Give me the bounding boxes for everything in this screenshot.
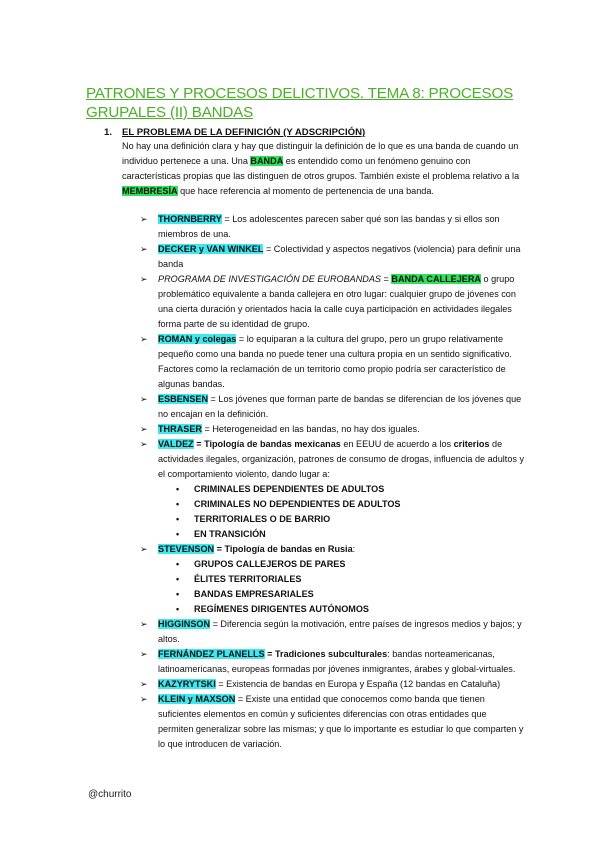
sub-list-item: • CRIMINALES NO DEPENDIENTES DE ADULTOS <box>176 497 524 512</box>
intro-text-3: que hace referencia al momento de pertenencia de una banda. <box>177 186 434 196</box>
dot-bullet-icon: • <box>176 499 180 509</box>
item-text: = Los jóvenes que forman parte de bandas se diferencian de los jóvenes que no encajan en la definición. <box>158 394 522 419</box>
author-name: FERNÁNDEZ PLANELLS <box>158 649 265 659</box>
stevenson-types <box>140 557 524 617</box>
list-item-fernandez <box>140 647 524 677</box>
sub-list-item: • EN TRANSICIÓN <box>176 527 524 542</box>
arrow-bullet-icon: ➢ <box>140 394 148 404</box>
arrow-bullet-icon: ➢ <box>140 214 148 224</box>
item-text: = lo equiparan a la cultura del grupo, pero un grupo relativamente pequeño como una banda no puede tener una cultura propia en un sentido significativo. Factores como la reclamación de un territorio como propio podría ser característico de algunas bandas. <box>158 334 512 389</box>
section-heading-text: EL PROBLEMA DE LA DEFINICIÓN (Y ADSCRIPCIÓN) <box>122 127 366 138</box>
sub-list-item: • CRIMINALES DEPENDIENTES DE ADULTOS <box>176 482 524 497</box>
list-item-decker <box>140 242 524 272</box>
item-bold: = Tipología de bandas mexicanas <box>193 439 341 449</box>
intro-text-1: No hay una definición clara y hay que distinguir la definición de lo que es una banda de cuando un individuo pertenece a una. Una <box>122 141 519 166</box>
list-item-stevenson <box>140 542 524 557</box>
item-text-2: de actividades ilegales, organización, patrones de consumo de drogas, influencia de adultos y el comportamiento violento, dando lugar a: <box>158 439 525 479</box>
sub-list-item: • BANDAS EMPRESARIALES <box>176 587 524 602</box>
arrow-bullet-icon: ➢ <box>140 649 148 659</box>
item-bold-criterios: criterios <box>453 439 490 449</box>
dot-bullet-icon: • <box>176 529 180 539</box>
list-item-higginson <box>140 617 524 647</box>
item-text: = Existe una entidad que conocemos como banda que tienen suficientes elementos en común y suficientes diferencias con otras entidades que permiten generalizar sobre las mismas; y que lo importante es estudiar lo que comparten y lo que introducen de variación. <box>158 694 524 749</box>
item-text: : bandas norteamericanas, latinoamericanas, europeas formadas por jóvenes inmigrantes, árabes y global-virtuales. <box>158 649 516 674</box>
program-name: PROGRAMA DE INVESTIGACIÓN DE EUROBANDAS <box>158 274 382 284</box>
item-bold: = Tipología de bandas en Rusia <box>214 544 353 554</box>
author-name: THRASER <box>158 424 202 434</box>
valdez-types <box>140 482 524 542</box>
section-heading <box>104 127 524 139</box>
item-text: : <box>352 544 356 554</box>
dot-bullet-icon: • <box>176 484 180 494</box>
sub-list-item: • TERRITORIALES O DE BARRIO <box>176 512 524 527</box>
author-name: THORNBERRY <box>158 214 222 224</box>
dot-bullet-icon: • <box>176 559 180 569</box>
author-name: VALDEZ <box>158 439 194 449</box>
section-number: 1. <box>104 127 113 138</box>
list-item-esbensen <box>140 392 524 422</box>
author-name: KAZYRYTSKI <box>158 679 216 689</box>
intro-text-2: es entendido como un fenómeno genuino con características propias que las distinguen de otros grupos. También existe el problema relativo a la <box>122 156 520 181</box>
arrow-bullet-icon: ➢ <box>140 244 148 254</box>
item-bold: = Tradiciones subculturales <box>264 649 388 659</box>
highlight-banda: BANDA <box>250 156 284 166</box>
sub-list-item: • ÉLITES TERRITORIALES <box>176 572 524 587</box>
arrow-bullet-icon: ➢ <box>140 679 148 689</box>
authors-list <box>140 212 524 752</box>
dot-bullet-icon: • <box>176 514 180 524</box>
list-item-eurobandas <box>140 272 524 332</box>
dot-bullet-icon: • <box>176 574 180 584</box>
document-title: PATRONES Y PROCESOS DELICTIVOS. TEMA 8: PROCESOS GRUPALES (II) BANDAS <box>86 85 514 121</box>
intro-paragraph <box>122 139 520 199</box>
list-item-roman <box>140 332 524 392</box>
dot-bullet-icon: • <box>176 604 180 614</box>
author-name: ROMAN y colegas <box>158 334 237 344</box>
arrow-bullet-icon: ➢ <box>140 694 148 704</box>
item-text: en EEUU de acuerdo a los <box>340 439 454 449</box>
arrow-bullet-icon: ➢ <box>140 544 148 554</box>
item-text: = Los adolescentes parecen saber qué son las bandas y si ellos son miembros de una. <box>158 214 500 239</box>
highlight-membresia: MEMBRESÍA <box>122 186 178 196</box>
highlight-banda-callejera: BANDA CALLEJERA <box>391 274 481 284</box>
arrow-bullet-icon: ➢ <box>140 424 148 434</box>
list-item-kazyrytski <box>140 677 524 692</box>
item-text: = Colectividad y aspectos negativos (violencia) para definir una banda <box>158 244 521 269</box>
list-item-thraser <box>140 422 524 437</box>
arrow-bullet-icon: ➢ <box>140 274 148 284</box>
author-name: DECKER y VAN WINKEL <box>158 244 264 254</box>
author-name: KLEIN y MAXSON <box>158 694 236 704</box>
item-eq: = <box>381 274 392 284</box>
arrow-bullet-icon: ➢ <box>140 334 148 344</box>
item-text: = Existencia de bandas en Europa y España (12 bandas en Cataluña) <box>215 679 501 689</box>
list-item-thornberry <box>140 212 524 242</box>
arrow-bullet-icon: ➢ <box>140 439 148 449</box>
item-text: = Diferencia según la motivación, entre países de ingresos medios y bajos; y altos. <box>158 619 522 644</box>
author-name: STEVENSON <box>158 544 215 554</box>
author-name: HIGGINSON <box>158 619 211 629</box>
list-item-valdez <box>140 437 524 482</box>
item-text: o grupo problemático equivalente a banda callejera en otro lugar: cualquier grupo de jóvenes con una cierta duración y orientados hacia la calle cuya participación en actividades ilegales forma parte de su identidad de grupo. <box>158 274 516 329</box>
dot-bullet-icon: • <box>176 589 180 599</box>
list-item-klein <box>140 692 524 752</box>
arrow-bullet-icon: ➢ <box>140 619 148 629</box>
footer-watermark: @churrito <box>88 789 132 800</box>
author-name: ESBENSEN <box>158 394 209 404</box>
item-text: = Heterogeneidad en las bandas, no hay dos iguales. <box>201 424 420 434</box>
sub-list-item: • GRUPOS CALLEJEROS DE PARES <box>176 557 524 572</box>
sub-list-item: • REGÍMENES DIRIGENTES AUTÓNOMOS <box>176 602 524 617</box>
